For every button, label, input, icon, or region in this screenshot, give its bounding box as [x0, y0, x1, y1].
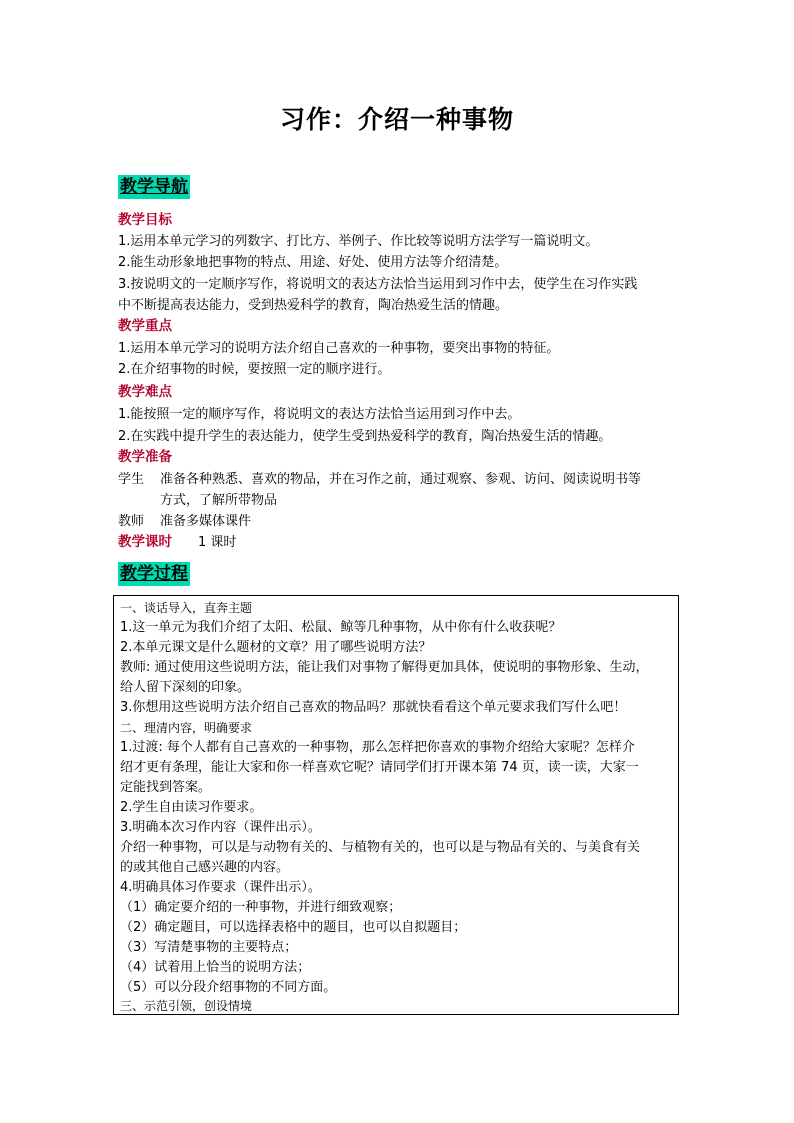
process-line: 三、示范引领，创设情境 [120, 999, 253, 1013]
process-line: 1.这一单元为我们介绍了太阳、松鼠、鲸等几种事物，从中你有什么收获呢？ [120, 620, 562, 635]
process-line: （4）试着用上恰当的说明方法； [120, 960, 311, 975]
goal-line: 2.能生动形象地把事物的特点、用途、好处、使用方法等介绍清楚。 [118, 255, 508, 270]
prep-student-line: 准备各种熟悉、喜欢的物品，并在习作之前，通过观察、参观、访问、阅读说明书等 [160, 472, 642, 487]
process-line: 3.你想用这些说明方法介绍自己喜欢的物品吗？那就快看看这个单元要求我们写什么吧！ [120, 700, 627, 715]
prep-student-text [160, 469, 680, 511]
hours-label: 教学课时 [118, 534, 172, 550]
goals-label: 教学目标 [118, 212, 172, 228]
prep-teacher-line: 准备多媒体课件 [160, 514, 252, 529]
process-line: 2.学生自由读习作要求。 [120, 800, 263, 815]
process-line: 3.明确本次习作内容（课件出示）。 [120, 820, 321, 835]
process-line: 4.明确具体习作要求（课件出示）。 [120, 880, 321, 895]
prep-student-role: 学生 [118, 472, 145, 487]
prep-teacher-row [118, 511, 680, 532]
process-line: （2）确定题目，可以选择表格中的题目，也可以自拟题目； [120, 920, 467, 935]
page-title: 习作：介绍一种事物 [279, 105, 514, 134]
process-line: （3）写清楚事物的主要特点； [120, 940, 298, 955]
prep-student-row [118, 469, 680, 511]
process-line: 给人留下深刻的印象。 [120, 680, 251, 695]
difficulty-point: 1.能按照一定的顺序写作，将说明文的表达方法恰当运用到习作中去。 [118, 407, 521, 422]
hours-value: 1 课时 [198, 535, 237, 550]
goal-line: 中不断提高表达能力，受到热爱科学的教育，陶冶热爱生活的情趣。 [118, 298, 509, 313]
key-point: 2.在介绍事物的时候，要按照一定的顺序进行。 [118, 362, 391, 377]
process-line: 介绍一种事物，可以是与动物有关的、与植物有关的，也可以是与物品有关的、与美食有关 [120, 840, 641, 855]
process-line: 1.过渡: 每个人都有自己喜欢的一种事物，那么怎样把你喜欢的事物介绍给大家呢？怎样介 [120, 740, 635, 755]
process-line: 2.本单元课文是什么题材的文章？用了哪些说明方法？ [120, 640, 432, 655]
process-line: （5）可以分段介绍事物的不同方面。 [120, 980, 337, 995]
process-line: 二、理清内容，明确要求 [120, 721, 253, 735]
process-heading: 教学过程 [120, 564, 188, 584]
process-line: 一、谈话导入，直奔主题 [120, 601, 253, 615]
process-line: 的或其他自己感兴趣的内容。 [120, 860, 290, 875]
key-point: 1.运用本单元学习的说明方法介绍自己喜欢的一种事物，要突出事物的特征。 [118, 341, 560, 356]
difficulty-point: 2.在实践中提升学生的表达能力，使学生受到热爱科学的教育，陶冶热爱生活的情趣。 [118, 429, 612, 444]
process-line: 绍才更有条理，能让大家和你一样喜欢它呢？请同学们打开课本第 74 页，读一读，大家一 [120, 760, 639, 775]
difficulty-label: 教学难点 [118, 384, 172, 400]
prep-student-line: 方式，了解所带物品 [160, 493, 278, 508]
key-label: 教学重点 [118, 318, 172, 334]
goal-line: 1.运用本单元学习的列数字、打比方、举例子、作比较等说明方法学写一篇说明文。 [118, 234, 599, 249]
goal-line: 3.按说明文的一定顺序写作，将说明文的表达方法恰当运用到习作中去，使学生在习作实践 [118, 277, 638, 292]
process-line: 定能找到答案。 [120, 780, 212, 795]
nav-heading: 教学导航 [120, 177, 188, 197]
prep-label: 教学准备 [118, 449, 172, 465]
process-line: （1）确定要介绍的一种事物，并进行细致观察； [120, 900, 402, 915]
process-box [113, 595, 679, 1015]
process-line: 教师: 通过使用这些说明方法，能让我们对事物了解得更加具体，使说明的事物形象、生动， [120, 660, 649, 675]
prep-teacher-role: 教师 [118, 514, 145, 529]
prep-teacher-text [160, 511, 680, 532]
